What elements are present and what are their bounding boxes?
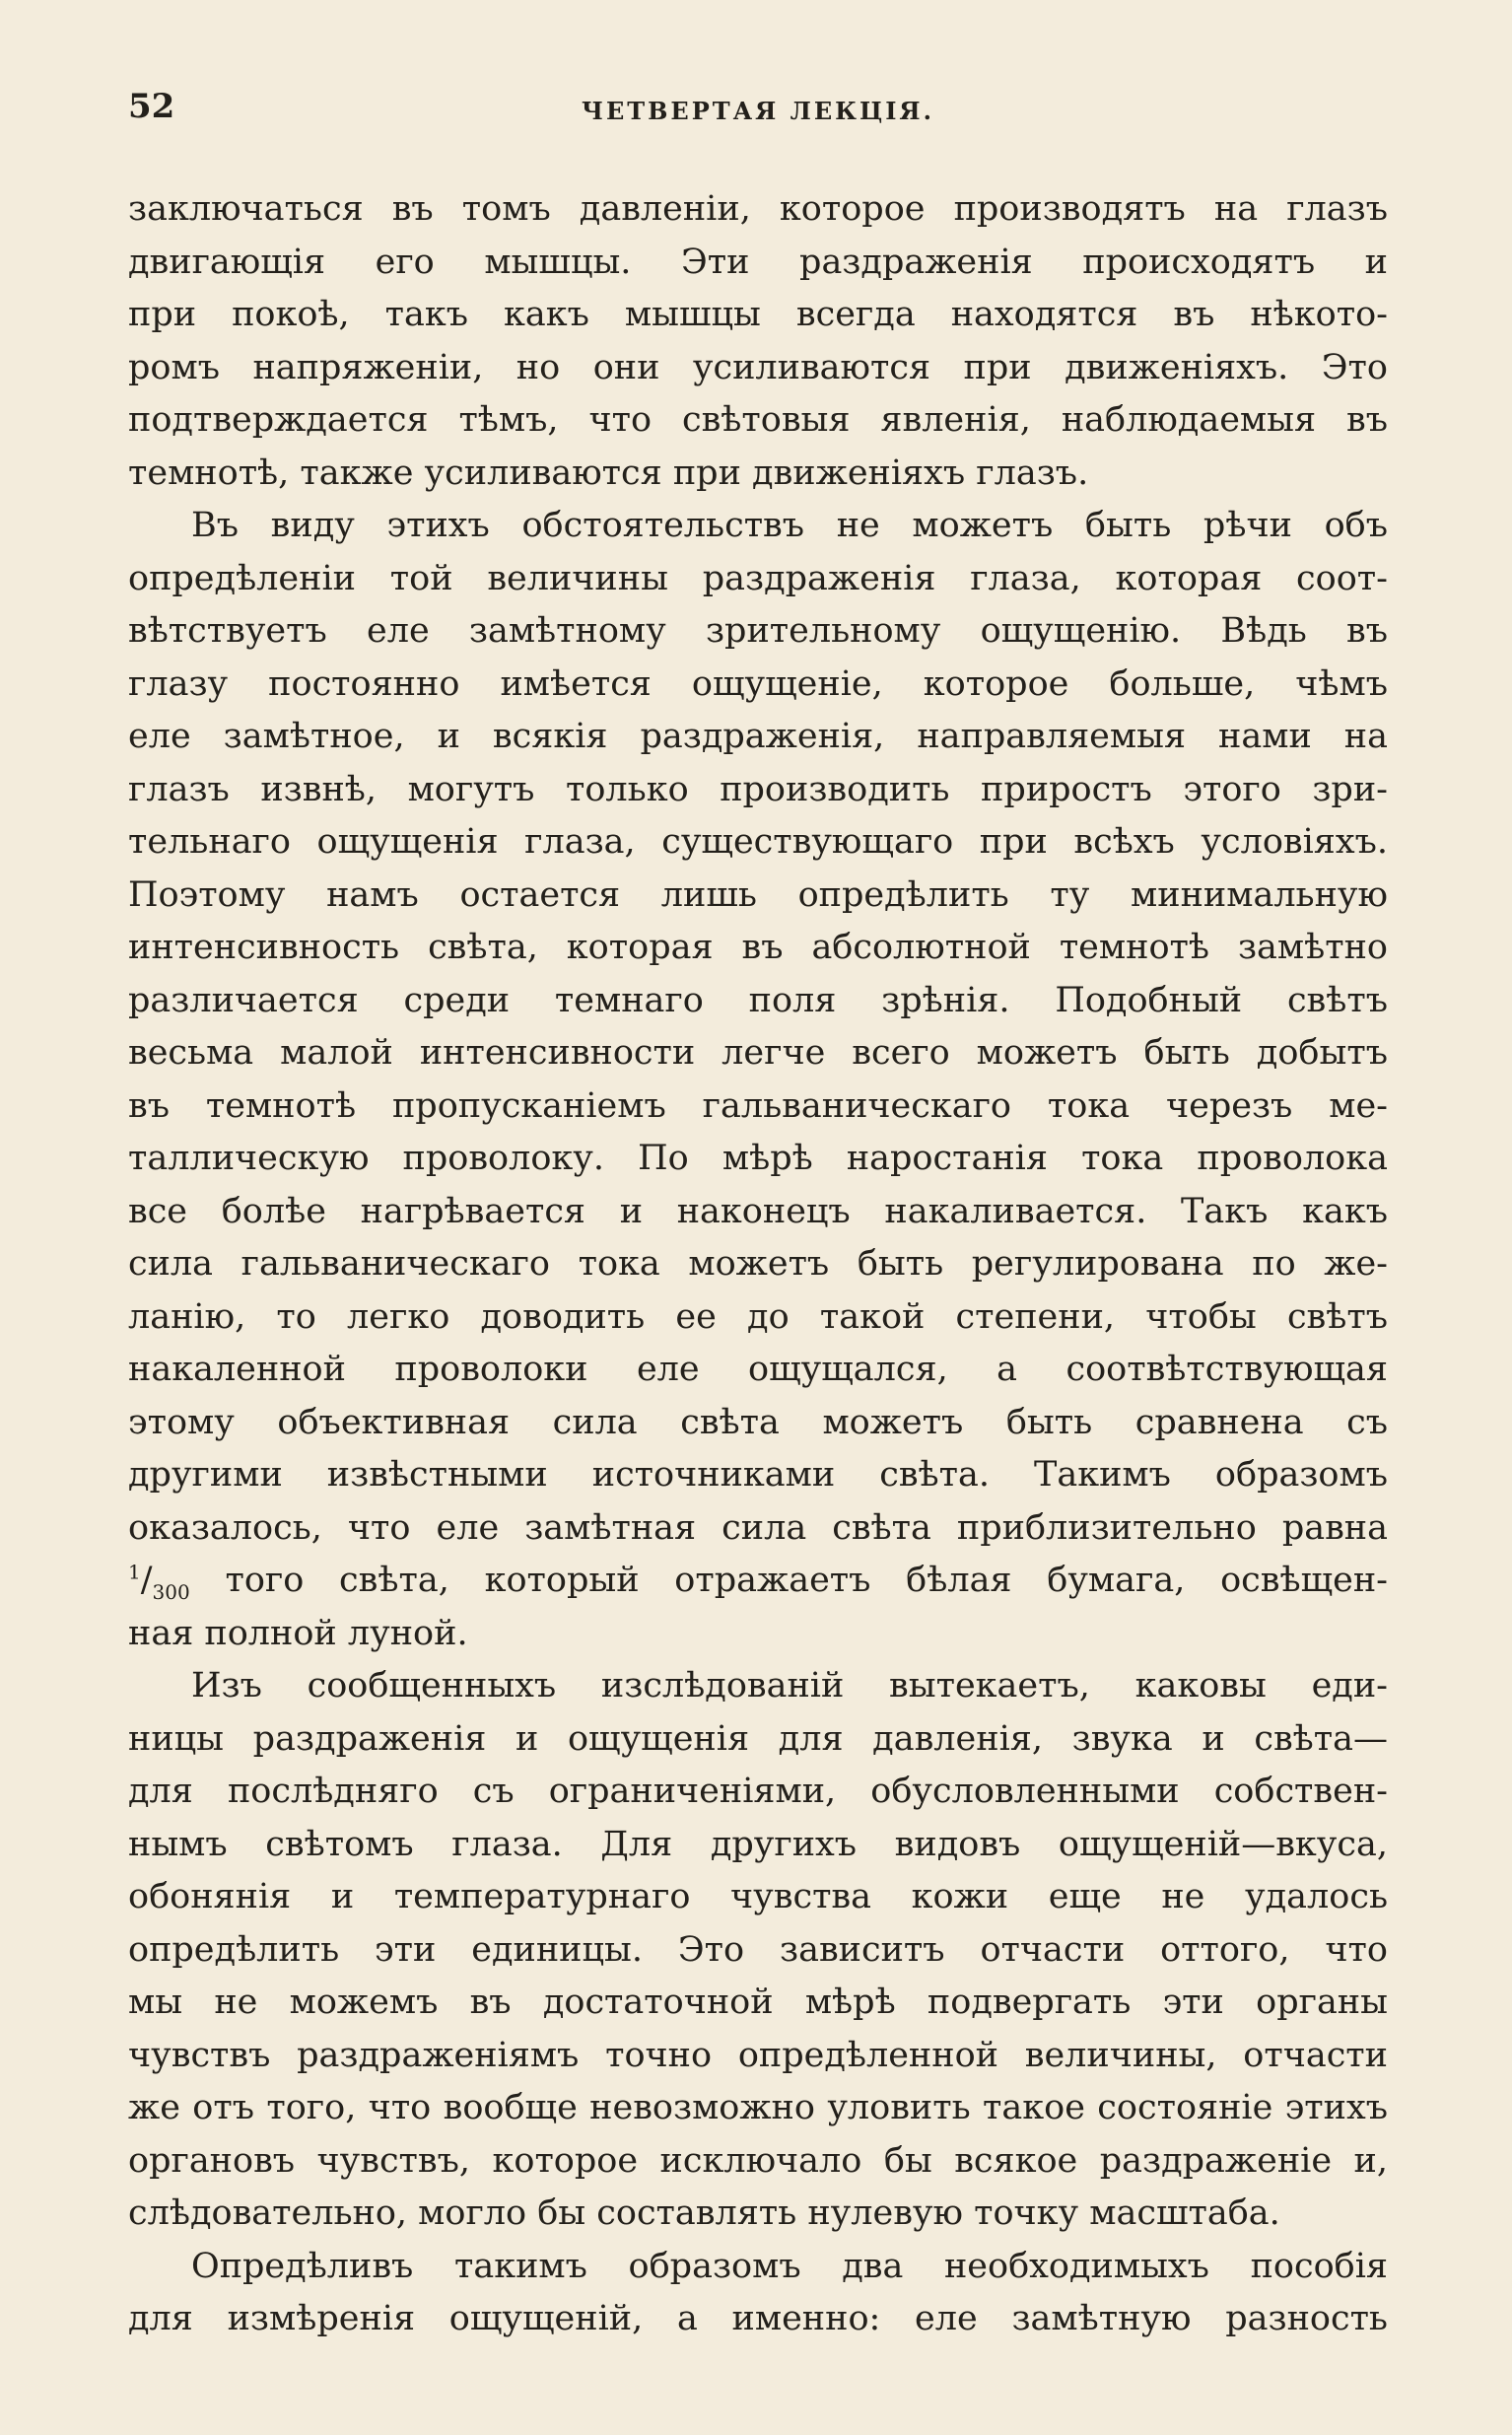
text-line: оказалось, что еле замѣтная сила свѣта приблизительно равна: [128, 1507, 1388, 1548]
running-head: ЧЕТВЕРТАЯ ЛЕКЦІЯ.: [582, 97, 934, 125]
text-line: Изъ сообщенныхъ изслѣдованій вытекаетъ, каковы еди-: [191, 1666, 1388, 1705]
fraction-denominator: 300: [152, 1580, 190, 1604]
text-line: же отъ того, что вообще невозможно уловить такое состояніе этихъ: [128, 2088, 1388, 2127]
text-line: подтверждается тѣмъ, что свѣтовыя явленія, наблюдаемыя въ: [128, 400, 1388, 440]
text-line: Въ виду этихъ обстоятельствъ не можетъ быть рѣчи объ: [191, 506, 1388, 545]
text-line: Поэтому намъ остается лишь опредѣлить ту минимальную: [128, 874, 1388, 915]
text-line: темнотѣ, также усиливаются при движеніяхъ глазъ.: [128, 452, 1089, 493]
text-line: все болѣе нагрѣвается и наконецъ накаливается. Такъ какъ: [128, 1191, 1388, 1231]
text-line: ромъ напряженіи, но они усиливаются при движеніяхъ. Это: [128, 347, 1388, 387]
text-line: ницы раздраженія и ощущенія для давленія, звука и свѣта—: [128, 1718, 1388, 1759]
text-line: весьма малой интенсивности легче всего можетъ быть добытъ: [128, 1033, 1388, 1073]
text-line: обонянія и температурнаго чувства кожи еще не удалось: [128, 1877, 1388, 1916]
text-line: мы не можемъ въ достаточной мѣрѣ подвергать эти органы: [128, 1983, 1388, 2022]
text-line: чувствъ раздраженіямъ точно опредѣленной величины, отчасти: [128, 2035, 1388, 2075]
text-line: опредѣленіи той величины раздраженія глаза, которая соот-: [128, 558, 1388, 598]
text-line: тельнаго ощущенія глаза, существующаго при всѣхъ условіяхъ.: [128, 822, 1388, 862]
text-line: въ темнотѣ пропусканіемъ гальваническаго тока черезъ ме-: [128, 1085, 1388, 1126]
page-number: 52: [128, 87, 175, 126]
text-line: нымъ свѣтомъ глаза. Для другихъ видовъ ощущеній—вкуса,: [128, 1824, 1388, 1864]
fraction-numerator: 1: [128, 1560, 141, 1584]
text-line: этому объективная сила свѣта можетъ быть сравнена съ: [128, 1402, 1388, 1442]
text-line: интенсивность свѣта, которая въ абсолютной темнотѣ замѣтно: [128, 928, 1388, 967]
text-line: глазу постоянно имѣется ощущеніе, которое больше, чѣмъ: [128, 663, 1388, 704]
text-line: ная полной луной.: [128, 1613, 468, 1653]
text-line: опредѣлить эти единицы. Это зависитъ отчасти оттого, что: [128, 1929, 1388, 1970]
text-line: при покоѣ, такъ какъ мышцы всегда находятся въ нѣкото-: [128, 295, 1388, 334]
text-line: органовъ чувствъ, которое исключало бы всякое раздраженіе и,: [128, 2140, 1388, 2181]
text-line: накаленной проволоки еле ощущался, а соотвѣтствующая: [128, 1350, 1388, 1389]
text-line: для послѣдняго съ ограниченіями, обусловленными собствен-: [128, 1772, 1388, 1811]
text-line: слѣдовательно, могло бы составлять нулевую точку масштаба.: [128, 2193, 1280, 2233]
text-line: ланію, то легко доводить ее до такой степени, чтобы свѣтъ: [128, 1296, 1388, 1337]
text-line: еле замѣтное, и всякія раздраженія, направляемыя нами на: [128, 717, 1388, 756]
text-line: Опредѣливъ такимъ образомъ два необходимыхъ пособія: [191, 2246, 1388, 2286]
fraction-line: $^1/_{300}$ того свѣта, который отражаетъ бѣлая бумага, освѣщен-: [128, 1560, 1388, 1604]
body-text: [128, 183, 1388, 2346]
text-line: другими извѣстными источниками свѣта. Такимъ образомъ: [128, 1455, 1388, 1495]
text-line: сила гальваническаго тока можетъ быть регулирована по же-: [128, 1244, 1388, 1284]
text-line: таллическую проволоку. По мѣрѣ наростанія тока проволока: [128, 1139, 1388, 1178]
text-line: вѣтствуетъ еле замѣтному зрительному ощущенію. Вѣдь въ: [128, 611, 1388, 651]
text-line: глазъ извнѣ, могутъ только производить приростъ этого зри-: [128, 769, 1388, 809]
text-line: для измѣренія ощущеній, а именно: еле замѣтную разность: [128, 2299, 1388, 2338]
fraction-line-text: того свѣта, который отражаетъ бѣлая бумага, освѣщен-: [189, 1561, 1388, 1600]
text-line: двигающія его мышцы. Эти раздраженія происходятъ и: [128, 242, 1388, 282]
page-header: [128, 87, 1388, 136]
text-line: различается среди темнаго поля зрѣнія. Подобный свѣтъ: [128, 980, 1388, 1020]
text-line: заключаться въ томъ давленіи, которое производятъ на глазъ: [128, 189, 1388, 229]
